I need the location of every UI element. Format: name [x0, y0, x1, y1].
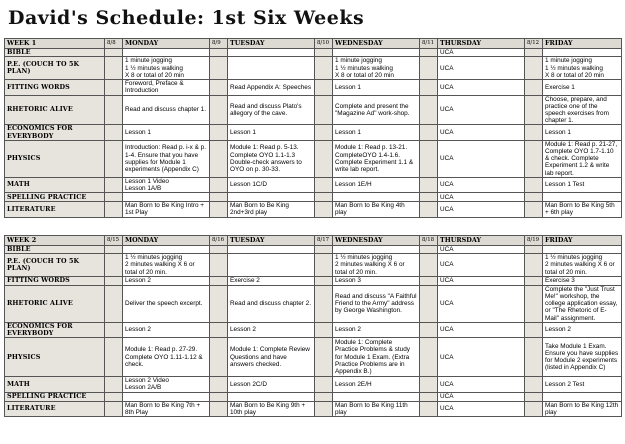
day-name-monday: MONDAY: [123, 39, 210, 49]
date-gutter-cell: [525, 177, 543, 192]
subject-label: SPELLING PRACTICE: [5, 392, 105, 401]
schedule-row-rhetoric-alive: [5, 285, 622, 322]
date-gutter-cell: [525, 193, 543, 202]
subject-label: MATH: [5, 377, 105, 392]
date-gutter-cell: [315, 276, 333, 285]
date-gutter-cell: [525, 246, 543, 254]
schedule-cell: UCA: [438, 377, 525, 392]
schedule-row-spelling-practice: [5, 193, 622, 202]
day-name-tuesday: TUESDAY: [228, 39, 315, 49]
schedule-cell: Man Born to Be King 12th play: [543, 401, 622, 416]
subject-label: SPELLING PRACTICE: [5, 193, 105, 202]
date-gutter-cell: [315, 338, 333, 377]
subject-label: MATH: [5, 177, 105, 192]
schedule-cell: [333, 193, 420, 202]
subject-label: BIBLE: [5, 246, 105, 254]
date-gutter-cell: [105, 125, 123, 140]
date-gutter-cell: [525, 140, 543, 177]
schedule-cell: Read and discuss "A Faithful Friend to the Army" address by George Washington.: [333, 285, 420, 322]
date-gutter-cell: [105, 49, 123, 57]
subject-label: ECONOMICS FOR EVERYBODY: [5, 125, 105, 140]
date-gutter-cell: [420, 125, 438, 140]
schedule-cell: 1 ½ minutes jogging 2 minutes walking X 6 or total of 20 min.: [543, 254, 622, 277]
schedule-cell: Lesson 2 Video Lesson 2A/B: [123, 377, 210, 392]
subject-label: FITTING WORDS: [5, 276, 105, 285]
day-name-wednesday: WEDNESDAY: [333, 236, 420, 246]
schedule-cell: Lesson 1: [228, 125, 315, 140]
day-date: 8/15: [105, 236, 123, 246]
date-gutter-cell: [420, 246, 438, 254]
date-gutter-cell: [315, 322, 333, 337]
date-gutter-cell: [105, 246, 123, 254]
schedule-cell: UCA: [438, 202, 525, 217]
schedule-cell: [123, 246, 210, 254]
schedule-row-literature: [5, 401, 622, 416]
schedule-cell: [123, 193, 210, 202]
day-date: 8/18: [420, 236, 438, 246]
schedule-cell: Lesson 3: [333, 276, 420, 285]
date-gutter-cell: [210, 140, 228, 177]
schedule-cell: UCA: [438, 401, 525, 416]
date-gutter-cell: [105, 202, 123, 217]
schedule-cell: 1 minute jogging 1 ½ minutes walking X 8 or total of 20 min: [543, 57, 622, 80]
day-date: 8/11: [420, 39, 438, 49]
date-gutter-cell: [105, 57, 123, 80]
day-date: 8/17: [315, 236, 333, 246]
schedule-cell: UCA: [438, 95, 525, 125]
date-gutter-cell: [525, 57, 543, 80]
schedule-cell: Lesson 1: [123, 125, 210, 140]
schedule-cell: UCA: [438, 177, 525, 192]
date-gutter-cell: [525, 377, 543, 392]
schedule-cell: UCA: [438, 57, 525, 80]
date-gutter-cell: [105, 80, 123, 95]
schedule-cell: 1 ½ minutes jogging 2 minutes walking X 6 or total of 20 min.: [123, 254, 210, 277]
schedule-cell: UCA: [438, 246, 525, 254]
date-gutter-cell: [105, 95, 123, 125]
schedule-cell: Read and discuss Plato's allegory of the cave.: [228, 95, 315, 125]
date-gutter-cell: [525, 322, 543, 337]
schedule-cell: Choose, prepare, and practice one of the speech exercises from chapter 1.: [543, 95, 622, 125]
schedule-cell: UCA: [438, 193, 525, 202]
date-gutter-cell: [210, 202, 228, 217]
schedule-row-bible: [5, 49, 622, 57]
schedule-cell: [228, 392, 315, 401]
date-gutter-cell: [210, 322, 228, 337]
schedule-cell: Module 1: Read p. 5-13. Complete OYO 1.1-1.3 Double-check answers to OYO on p. 30-33.: [228, 140, 315, 177]
date-gutter-cell: [315, 401, 333, 416]
schedule-cell: Man Born to Be King Intro + 1st Play: [123, 202, 210, 217]
date-gutter-cell: [210, 177, 228, 192]
date-gutter-cell: [210, 80, 228, 95]
week-label: WEEK 1: [5, 39, 105, 49]
date-gutter-cell: [315, 392, 333, 401]
day-date: 8/8: [105, 39, 123, 49]
date-gutter-cell: [420, 57, 438, 80]
day-name-wednesday: WEDNESDAY: [333, 39, 420, 49]
subject-label: P.E. (COUCH TO 5K PLAN): [5, 254, 105, 277]
date-gutter-cell: [105, 276, 123, 285]
date-gutter-cell: [525, 80, 543, 95]
schedule-cell: Read and discuss chapter 1.: [123, 95, 210, 125]
date-gutter-cell: [420, 392, 438, 401]
date-gutter-cell: [105, 193, 123, 202]
date-gutter-cell: [525, 338, 543, 377]
date-gutter-cell: [105, 140, 123, 177]
schedule-cell: Module 1: Read p. 27-29. Complete OYO 1.11-1.12 & check.: [123, 338, 210, 377]
schedule-cell: [228, 254, 315, 277]
date-gutter-cell: [315, 49, 333, 57]
schedule-row-math: [5, 177, 622, 192]
schedule-cell: UCA: [438, 140, 525, 177]
date-gutter-cell: [210, 95, 228, 125]
date-gutter-cell: [315, 285, 333, 322]
schedule-cell: Lesson 2: [333, 322, 420, 337]
date-gutter-cell: [525, 95, 543, 125]
schedule-row-p-e-couch-to-5k-plan: [5, 254, 622, 277]
schedule-cell: 1 minute jogging 1 ½ minutes walking X 8 or total of 20 min: [123, 57, 210, 80]
schedule-cell: Lesson 1 Test: [543, 177, 622, 192]
schedule-cell: Complete and present the "Magazine Ad" work-shop.: [333, 95, 420, 125]
schedule-cell: [123, 392, 210, 401]
date-gutter-cell: [210, 57, 228, 80]
schedule-row-rhetoric-alive: [5, 95, 622, 125]
date-gutter-cell: [315, 254, 333, 277]
schedule-cell: Deliver the speech excerpt.: [123, 285, 210, 322]
date-gutter-cell: [420, 95, 438, 125]
date-gutter-cell: [420, 80, 438, 95]
day-date: 8/10: [315, 39, 333, 49]
date-gutter-cell: [210, 377, 228, 392]
week-header-row: [5, 236, 622, 246]
schedule-row-fitting-words: [5, 276, 622, 285]
schedule-cell: [228, 246, 315, 254]
date-gutter-cell: [315, 177, 333, 192]
schedule-cell: Lesson 2: [228, 322, 315, 337]
day-name-friday: FRIDAY: [543, 39, 622, 49]
schedule-row-economics-for-everybody: [5, 322, 622, 337]
week-1-table: [4, 38, 622, 218]
date-gutter-cell: [420, 193, 438, 202]
date-gutter-cell: [315, 125, 333, 140]
schedule-cell: UCA: [438, 392, 525, 401]
date-gutter-cell: [105, 392, 123, 401]
schedule-row-bible: [5, 246, 622, 254]
schedule-cell: Lesson 2: [123, 322, 210, 337]
date-gutter-cell: [525, 401, 543, 416]
schedule-cell: [543, 49, 622, 57]
day-name-friday: FRIDAY: [543, 236, 622, 246]
date-gutter-cell: [105, 401, 123, 416]
schedule-cell: Lesson 2C/D: [228, 377, 315, 392]
date-gutter-cell: [210, 246, 228, 254]
date-gutter-cell: [525, 125, 543, 140]
subject-label: PHYSICS: [5, 338, 105, 377]
schedule-cell: Read and discuss chapter 2.: [228, 285, 315, 322]
date-gutter-cell: [420, 276, 438, 285]
date-gutter-cell: [315, 193, 333, 202]
schedule-cell: Man Born to Be King 4th play: [333, 202, 420, 217]
schedule-cell: [228, 49, 315, 57]
schedule-cell: [333, 49, 420, 57]
schedule-cell: [123, 49, 210, 57]
schedule-cell: Complete the "Just Trust Me!" workshop, the college application essay, or "The Rhetoric of E-Mail" assignment.: [543, 285, 622, 322]
date-gutter-cell: [420, 49, 438, 57]
schedule-row-fitting-words: [5, 80, 622, 95]
schedule-cell: Lesson 1 Video Lesson 1A/B: [123, 177, 210, 192]
subject-label: RHETORIC ALIVE: [5, 285, 105, 322]
page-title: David's Schedule: 1st Six Weeks: [8, 7, 365, 29]
date-gutter-cell: [105, 177, 123, 192]
schedule-row-spelling-practice: [5, 392, 622, 401]
schedule-cell: Exercise 1: [543, 80, 622, 95]
date-gutter-cell: [420, 338, 438, 377]
schedule-cell: [333, 246, 420, 254]
date-gutter-cell: [420, 254, 438, 277]
date-gutter-cell: [105, 338, 123, 377]
date-gutter-cell: [315, 246, 333, 254]
day-name-tuesday: TUESDAY: [228, 236, 315, 246]
date-gutter-cell: [105, 322, 123, 337]
subject-label: P.E. (COUCH TO 5K PLAN): [5, 57, 105, 80]
subject-label: ECONOMICS FOR EVERYBODY: [5, 322, 105, 337]
date-gutter-cell: [420, 177, 438, 192]
date-gutter-cell: [315, 57, 333, 80]
day-name-monday: MONDAY: [123, 236, 210, 246]
schedule-cell: UCA: [438, 80, 525, 95]
schedule-cell: Module 1: Complete Practice Problems & study for Module 1 Exam. (Extra Practice Problems are in Appendix B.): [333, 338, 420, 377]
date-gutter-cell: [525, 276, 543, 285]
schedule-cell: [228, 193, 315, 202]
date-gutter-cell: [315, 377, 333, 392]
date-gutter-cell: [210, 285, 228, 322]
date-gutter-cell: [210, 401, 228, 416]
schedule-cell: Lesson 1: [543, 125, 622, 140]
date-gutter-cell: [525, 49, 543, 57]
week-label: WEEK 2: [5, 236, 105, 246]
schedule-cell: Module 1: Complete Review Questions and have answers checked.: [228, 338, 315, 377]
date-gutter-cell: [420, 322, 438, 337]
date-gutter-cell: [525, 285, 543, 322]
schedule-cell: UCA: [438, 49, 525, 57]
schedule-cell: Lesson 1E/H: [333, 177, 420, 192]
day-date: 8/16: [210, 236, 228, 246]
date-gutter-cell: [105, 377, 123, 392]
schedule-cell: Take Module 1 Exam. Ensure you have supplies for Module 2 experiments (listed in Appendix C): [543, 338, 622, 377]
subject-label: LITERATURE: [5, 401, 105, 416]
subject-label: BIBLE: [5, 49, 105, 57]
date-gutter-cell: [525, 392, 543, 401]
date-gutter-cell: [210, 49, 228, 57]
date-gutter-cell: [420, 285, 438, 322]
subject-label: FITTING WORDS: [5, 80, 105, 95]
schedule-cell: UCA: [438, 254, 525, 277]
day-date: 8/19: [525, 236, 543, 246]
schedule-cell: [543, 246, 622, 254]
schedule-cell: Lesson 1: [333, 125, 420, 140]
schedule-row-physics: [5, 140, 622, 177]
date-gutter-cell: [105, 285, 123, 322]
date-gutter-cell: [420, 401, 438, 416]
schedule-cell: UCA: [438, 338, 525, 377]
schedule-cell: UCA: [438, 285, 525, 322]
schedule-cell: Lesson 2: [123, 276, 210, 285]
date-gutter-cell: [420, 202, 438, 217]
schedule-cell: [543, 193, 622, 202]
schedule-cell: 1 minute jogging 1 ½ minutes walking X 8 or total of 20 min: [333, 57, 420, 80]
schedule-cell: UCA: [438, 322, 525, 337]
date-gutter-cell: [210, 254, 228, 277]
date-gutter-cell: [420, 140, 438, 177]
day-date: 8/12: [525, 39, 543, 49]
date-gutter-cell: [210, 338, 228, 377]
schedule-cell: Man Born to Be King 2nd+3rd play: [228, 202, 315, 217]
schedule-cell: Man Born to Be King 9th + 10th play: [228, 401, 315, 416]
schedule-row-literature: [5, 202, 622, 217]
date-gutter-cell: [105, 254, 123, 277]
schedule-row-physics: [5, 338, 622, 377]
week-2-table: [4, 235, 622, 417]
schedule-cell: 1 ½ minutes jogging 2 minutes walking X 6 or total of 20 min.: [333, 254, 420, 277]
schedule-cell: Introduction: Read p. i-x & p. 1-4. Ensure that you have supplies for Module 1 experiments (Appendix C): [123, 140, 210, 177]
schedule-cell: Read Appendix A: Speeches: [228, 80, 315, 95]
subject-label: RHETORIC ALIVE: [5, 95, 105, 125]
date-gutter-cell: [315, 202, 333, 217]
schedule-cell: Lesson 1C/D: [228, 177, 315, 192]
schedule-cell: Lesson 2 Test: [543, 377, 622, 392]
subject-label: LITERATURE: [5, 202, 105, 217]
schedule-cell: Exercise 2: [228, 276, 315, 285]
schedule-cell: Foreword, Preface & Introduction: [123, 80, 210, 95]
schedule-cell: Module 1: Read p. 13-21. CompleteOYO 1.4-1.6. Complete Experiment 1.1 & write lab report.: [333, 140, 420, 177]
schedule-cell: [543, 392, 622, 401]
schedule-cell: Module 1: Read p. 21-27, Complete OYO 1.7-1.10 & check. Complete Experiment 1.2 & write lab report.: [543, 140, 622, 177]
day-name-thursday: THURSDAY: [438, 236, 525, 246]
schedule-cell: [228, 57, 315, 80]
schedule-row-math: [5, 377, 622, 392]
date-gutter-cell: [210, 276, 228, 285]
date-gutter-cell: [525, 202, 543, 217]
schedule-cell: Exercise 3: [543, 276, 622, 285]
schedule-cell: Man Born to Be King 7th + 8th Play: [123, 401, 210, 416]
day-date: 8/9: [210, 39, 228, 49]
date-gutter-cell: [210, 193, 228, 202]
date-gutter-cell: [315, 140, 333, 177]
schedule-cell: Man Born to Be King 5th + 6th play: [543, 202, 622, 217]
date-gutter-cell: [210, 125, 228, 140]
schedule-cell: Lesson 1: [333, 80, 420, 95]
date-gutter-cell: [315, 80, 333, 95]
schedule-cell: UCA: [438, 276, 525, 285]
subject-label: PHYSICS: [5, 140, 105, 177]
week-header-row: [5, 39, 622, 49]
schedule-cell: Lesson 2E/H: [333, 377, 420, 392]
date-gutter-cell: [315, 95, 333, 125]
date-gutter-cell: [525, 254, 543, 277]
schedule-cell: [333, 392, 420, 401]
schedule-row-economics-for-everybody: [5, 125, 622, 140]
schedule-cell: UCA: [438, 125, 525, 140]
schedule-cell: Lesson 2: [543, 322, 622, 337]
date-gutter-cell: [210, 392, 228, 401]
day-name-thursday: THURSDAY: [438, 39, 525, 49]
schedule-row-p-e-couch-to-5k-plan: [5, 57, 622, 80]
schedule-cell: Man Born to Be King 11th play: [333, 401, 420, 416]
date-gutter-cell: [420, 377, 438, 392]
